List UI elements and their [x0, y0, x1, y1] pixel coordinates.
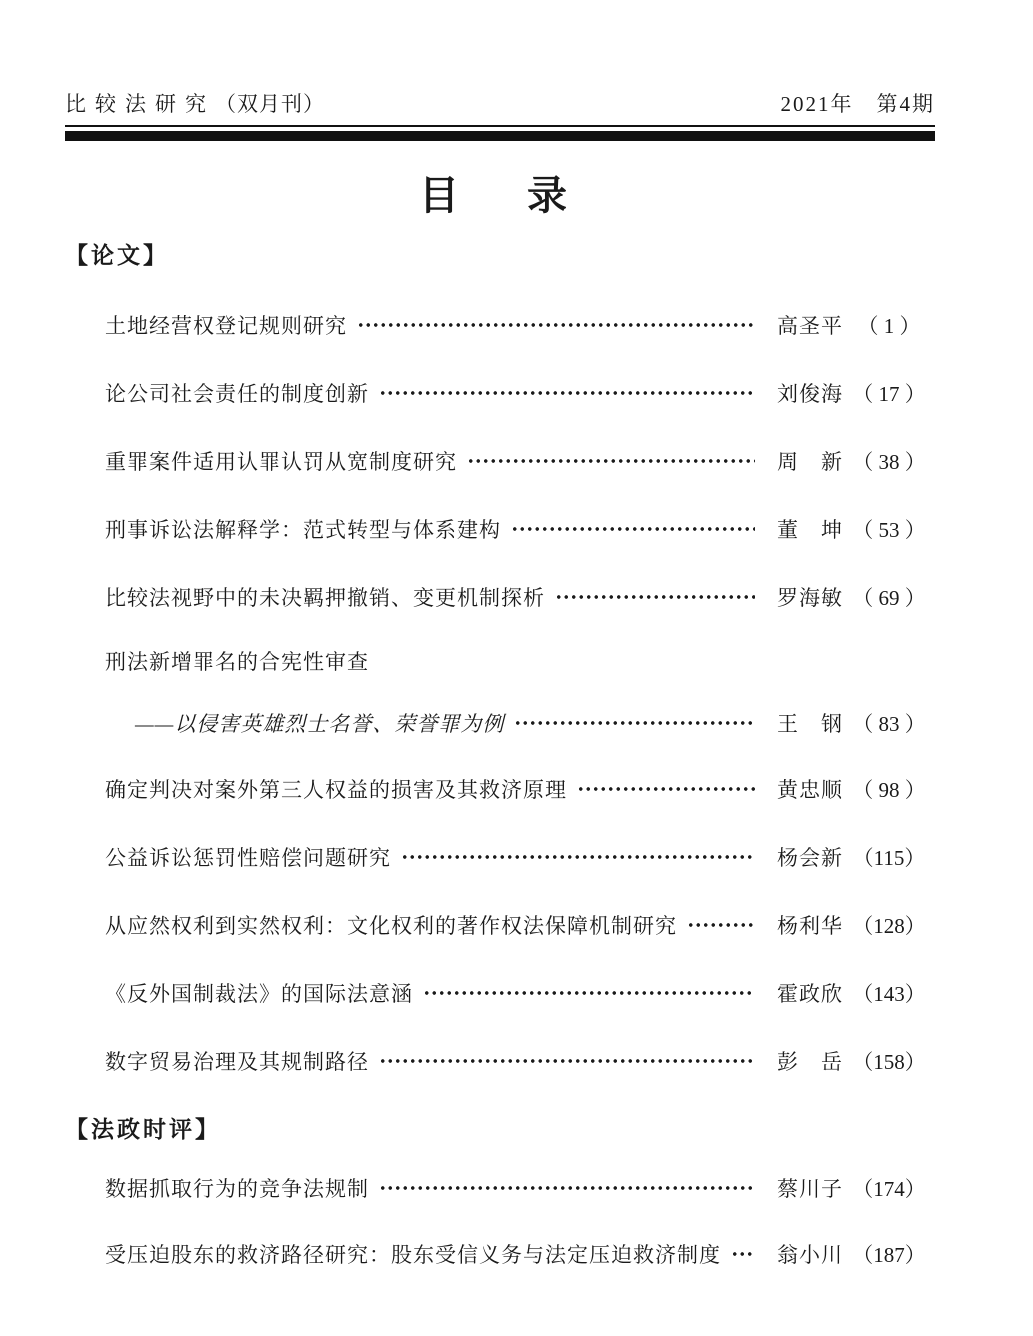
dot-leader: [357, 313, 755, 336]
dot-leader: [379, 1176, 755, 1199]
dot-leader: [555, 585, 755, 608]
article-author: 彭 岳: [777, 1050, 843, 1074]
section-heading-fazheng-shiping: 【法政时评】: [65, 1117, 221, 1142]
article-title: 刑法新增罪名的合宪性审查: [105, 650, 369, 674]
header-rule-thin: [65, 125, 935, 127]
dot-leader: [379, 381, 755, 404]
dot-leader: [731, 1242, 755, 1265]
toc-entry: [105, 755, 935, 823]
article-author: 杨会新: [777, 846, 843, 870]
toc-entry-title-line: [105, 631, 935, 691]
running-head: [65, 88, 935, 118]
article-author: 高圣平: [777, 314, 843, 338]
toc-entry: [105, 1155, 935, 1221]
dot-leader: [514, 711, 755, 734]
article-page: （143）: [852, 982, 926, 1006]
article-title: 土地经营权登记规则研究: [105, 314, 347, 338]
issue-info: 2021年 第4期: [780, 92, 935, 116]
article-author: 蔡川子: [777, 1177, 843, 1201]
toc-entry: [105, 359, 935, 427]
journal-subtitle: （双月刊）: [215, 92, 325, 116]
toc-title: 目 录: [419, 173, 581, 218]
dot-leader: [511, 517, 755, 540]
article-author: 霍政欣: [777, 982, 843, 1006]
article-page: （187）: [852, 1243, 926, 1267]
section-heading-lunwen: 【论文】: [65, 243, 169, 268]
article-page: （ 98 ）: [852, 778, 926, 802]
journal-title: [65, 88, 325, 118]
toc-entry: [105, 959, 935, 1027]
toc-entry: [105, 823, 935, 891]
article-page: （ 38 ）: [852, 450, 926, 474]
article-author: 周 新: [777, 450, 843, 474]
article-page: （ 1 ）: [857, 314, 921, 338]
toc-entry-subtitle-line: [105, 691, 935, 755]
article-author: 王 钢: [777, 712, 843, 736]
toc-entry: [105, 291, 935, 359]
article-page: （128）: [852, 914, 926, 938]
article-title: 《反外国制裁法》的国际法意涵: [105, 982, 413, 1006]
article-title: 公益诉讼惩罚性赔偿问题研究: [105, 846, 391, 870]
article-title: 数据抓取行为的竞争法规制: [105, 1177, 369, 1201]
toc-entry: [105, 495, 935, 563]
article-title: 论公司社会责任的制度创新: [105, 382, 369, 406]
toc-entry: [105, 1221, 935, 1287]
article-author: 董 坤: [777, 518, 843, 542]
article-subtitle: ——以侵害英雄烈士名誉、荣誉罪为例: [135, 712, 505, 736]
toc-entry: [105, 427, 935, 495]
toc-entry: [105, 1027, 935, 1095]
header-rule-thick: [65, 131, 935, 141]
article-author: 杨利华: [777, 914, 843, 938]
article-title: 从应然权利到实然权利：文化权利的著作权法保障机制研究: [105, 914, 677, 938]
dot-leader: [379, 1049, 755, 1072]
article-page: （174）: [852, 1177, 926, 1201]
article-author: 黄忠顺: [777, 778, 843, 802]
dot-leader: [467, 449, 755, 472]
article-author: 刘俊海: [777, 382, 843, 406]
dot-leader: [687, 913, 755, 936]
article-page: （115）: [852, 846, 926, 870]
article-title: 受压迫股东的救济路径研究：股东受信义务与法定压迫救济制度: [105, 1243, 721, 1267]
dot-leader: [423, 981, 755, 1004]
article-title: 重罪案件适用认罪认罚从宽制度研究: [105, 450, 457, 474]
article-page: （ 83 ）: [852, 712, 926, 736]
article-author: 翁小川: [777, 1243, 843, 1267]
article-title: 刑事诉讼法解释学：范式转型与体系建构: [105, 518, 501, 542]
toc-entries-fazheng-shiping: [65, 1155, 935, 1287]
article-page: （ 53 ）: [852, 518, 926, 542]
article-title: 确定判决对案外第三人权益的损害及其救济原理: [105, 778, 567, 802]
dot-leader: [577, 777, 755, 800]
toc-entries-lunwen: [65, 291, 935, 1095]
article-page: （ 17 ）: [852, 382, 926, 406]
article-page: （ 69 ）: [852, 586, 926, 610]
toc-entry: [105, 563, 935, 631]
journal-name: 比较法研究: [65, 92, 215, 116]
article-author: 罗海敏: [777, 586, 843, 610]
toc-entry: [105, 891, 935, 959]
article-page: （158）: [852, 1050, 926, 1074]
article-title: 数字贸易治理及其规制路径: [105, 1050, 369, 1074]
dot-leader: [401, 845, 755, 868]
article-title: 比较法视野中的未决羁押撤销、变更机制探析: [105, 586, 545, 610]
